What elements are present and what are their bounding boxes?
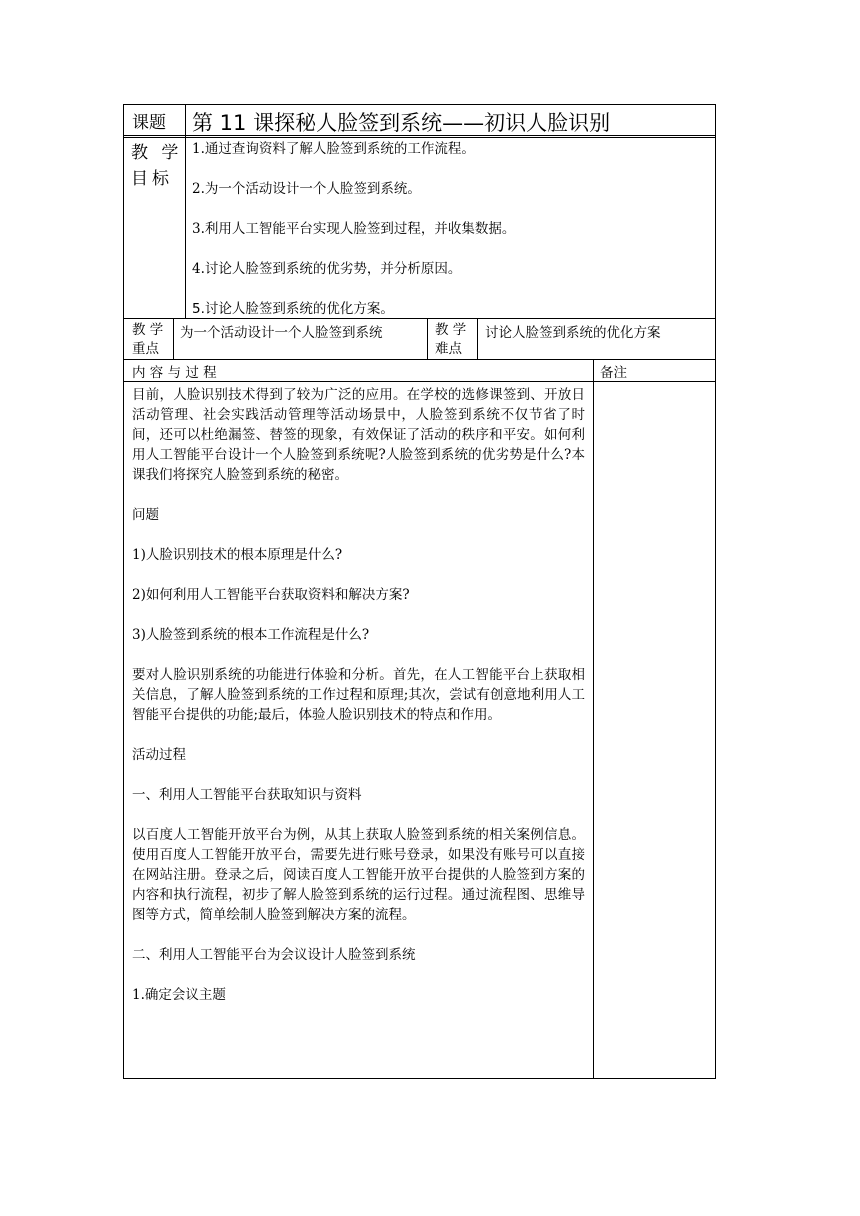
focus-value: 为一个活动设计一个人脸签到系统	[174, 319, 428, 360]
notes-cell	[594, 382, 716, 1079]
notes-header: 备注	[594, 360, 716, 382]
process-paragraph: 1)人脸识别技术的根本原理是什么?	[132, 547, 343, 563]
process-paragraph: 要对人脸识别系统的功能进行体验和分析。首先，在人工智能平台上获取相关信息，了解人脸签到系统的工作过程和原理;其次，尝试有创意地利用人工智能平台提供的功能;最后，体验人脸识别技术的特点和作用。	[132, 667, 585, 723]
goals-label: 教 学 目标	[124, 136, 186, 319]
process-paragraph: 一、利用人工智能平台获取知识与资料	[132, 787, 362, 803]
goal-item: 2.为一个活动设计一个人脸签到系统。	[192, 181, 421, 197]
goals-list	[186, 136, 716, 319]
difficulty-label: 教 学 难点	[428, 319, 478, 360]
key-points-table	[123, 318, 716, 360]
process-paragraph: 以百度人工智能开放平台为例，从其上获取人脸签到系统的相关案例信息。使用百度人工智能开放平台，需要先进行账号登录，如果没有账号可以直接在网站注册。登录之后，阅读百度人工智能开放平台提供的人脸签到方案的内容和执行流程，初步了解人脸签到系统的运行过程。通过流程图、思维导图等方式，简单绘制人脸签到解决方案的流程。	[132, 827, 585, 923]
process-header: 内 容 与 过 程	[124, 360, 594, 382]
process-paragraph: 活动过程	[132, 747, 186, 763]
lesson-title: 第 11 课探秘人脸签到系统——初识人脸识别	[186, 105, 716, 138]
process-paragraph: 1.确定会议主题	[132, 987, 226, 1003]
lesson-label: 课题	[124, 105, 186, 138]
goal-item: 3.利用人工智能平台实现人脸签到过程，并收集数据。	[192, 221, 516, 237]
goal-item: 5.讨论人脸签到系统的优化方案。	[192, 301, 394, 317]
process-table	[123, 359, 716, 1079]
process-paragraph: 2)如何利用人工智能平台获取资料和解决方案?	[132, 587, 410, 603]
process-content	[124, 382, 594, 1079]
process-paragraph: 问题	[132, 507, 159, 523]
goal-item: 4.讨论人脸签到系统的优劣势，并分析原因。	[192, 261, 462, 277]
process-paragraph: 二、利用人工智能平台为会议设计人脸签到系统	[132, 947, 416, 963]
teaching-goals-table	[123, 135, 716, 319]
process-paragraph: 目前，人脸识别技术得到了较为广泛的应用。在学校的选修课签到、开放日活动管理、社会实践活动管理等活动场景中，人脸签到系统不仅节省了时间，还可以杜绝漏签、替签的现象，有效保证了活动的秩序和平安。如何利用人工智能平台设计一个人脸签到系统呢?人脸签到系统的优劣势是什么?本课我们将探究人脸签到系统的秘密。	[132, 387, 585, 483]
focus-label: 教 学 重点	[124, 319, 174, 360]
process-paragraph: 3)人脸签到系统的根本工作流程是什么?	[132, 627, 370, 643]
goal-item: 1.通过查询资料了解人脸签到系统的工作流程。	[192, 141, 475, 157]
difficulty-value: 讨论人脸签到系统的优化方案	[478, 319, 716, 360]
lesson-title-table	[123, 104, 716, 138]
